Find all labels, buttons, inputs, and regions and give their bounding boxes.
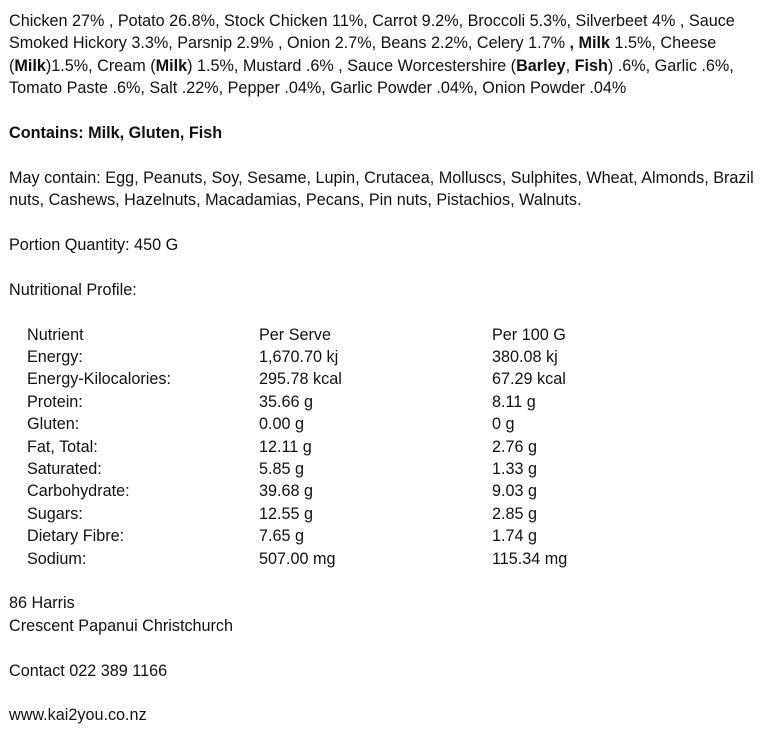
per-serve-value: 7.65 g <box>259 527 305 546</box>
per-serve-value: 12.11 g <box>259 437 312 456</box>
address-line-2: Crescent Papanui Christchurch <box>9 616 234 635</box>
per-serve-value: 35.66 g <box>259 392 314 411</box>
nutrient-name: Saturated: <box>27 460 102 479</box>
nutrient-name: Sugars: <box>27 504 83 523</box>
table-row <box>27 368 692 390</box>
ingredients-allergen-milk: Milk <box>14 56 46 75</box>
nutrient-name: Carbohydrate: <box>27 482 130 501</box>
ingredients-allergen-milk: , Milk <box>569 34 611 53</box>
address-line-1: 86 Harris <box>9 594 75 613</box>
column-header-per-serve: Per Serve <box>259 325 331 344</box>
may-contain-allergens: May contain: Egg, Peanuts, Soy, Sesame, Lupin, Crutacea, Molluscs, Sulphites, Wheat, Almonds, Brazil nuts, Cashews, Hazelnuts, Macadamias, Pecans, Pin nuts, Pistachios, Walnuts. <box>9 168 754 210</box>
nutrition-header-row <box>27 324 692 346</box>
ingredients-text: ) .6%, Garlic .6%, Tomato Paste .6%, Salt .22%, Pepper .04%, Garlic Powder .04%, Onion Powder .04% <box>9 56 734 98</box>
ingredients-allergen-milk: Milk <box>155 56 188 75</box>
ingredients-allergen-fish: Fish <box>574 56 608 75</box>
website-url: www.kai2you.co.nz <box>9 706 147 725</box>
per-100g-value: 8.11 g <box>492 392 536 411</box>
table-row <box>27 503 692 525</box>
per-100g-value: 1.33 g <box>492 460 538 479</box>
table-row <box>27 548 692 570</box>
nutrient-name: Dietary Fibre: <box>27 527 125 546</box>
contains-allergens: Contains: Milk, Gluten, Fish <box>9 124 223 143</box>
nutrient-name: Fat, Total: <box>27 437 98 456</box>
per-100g-value: 2.76 g <box>492 437 538 456</box>
table-row <box>27 525 692 547</box>
nutrient-name: Energy: <box>27 348 83 367</box>
portion-quantity: Portion Quantity: 450 G <box>9 236 179 255</box>
per-serve-value: 39.68 g <box>259 482 314 501</box>
table-row <box>27 413 692 435</box>
per-100g-value: 0 g <box>492 415 515 434</box>
nutrient-name: Protein: <box>27 392 83 411</box>
per-100g-value: 2.85 g <box>492 504 538 523</box>
ingredients-text: )1.5%, Cream ( <box>45 56 156 75</box>
ingredients-paragraph <box>9 10 756 100</box>
nutrient-name: Sodium: <box>27 549 87 568</box>
per-100g-value: 115.34 mg <box>492 549 568 568</box>
table-row <box>27 346 692 368</box>
nutrient-name: Energy-Kilocalories: <box>27 370 171 389</box>
table-row <box>27 436 692 458</box>
per-serve-value: 5.85 g <box>259 460 305 479</box>
table-row <box>27 480 692 502</box>
nutrition-table <box>27 324 692 570</box>
column-header-per-100g: Per 100 G <box>492 325 566 344</box>
ingredients-text: Chicken 27% , Potato 26.8%, Stock Chicken 11%, Carrot 9.2%, Broccoli 5.3%, Silverbeet 4% , Sauce Smoked Hickory 3.3%, Parsnip 2.9% , Onion 2.7%, Beans 2.2%, Celery 1.7% <box>9 12 735 53</box>
per-serve-value: 0.00 g <box>259 415 305 434</box>
per-100g-value: 1.74 g <box>492 527 538 546</box>
ingredients-text: , <box>565 56 575 75</box>
nutrient-name: Gluten: <box>27 415 80 434</box>
ingredients-allergen-barley: Barley <box>516 56 566 75</box>
per-100g-value: 9.03 g <box>492 482 538 501</box>
column-header-nutrient: Nutrient <box>27 325 84 344</box>
per-serve-value: 1,670.70 kj <box>259 348 339 367</box>
per-serve-value: 12.55 g <box>259 504 314 523</box>
per-serve-value: 295.78 kcal <box>259 370 342 389</box>
table-row <box>27 391 692 413</box>
per-100g-value: 380.08 kj <box>492 348 558 367</box>
ingredients-text: ) 1.5%, Mustard .6% , Sauce Worcestershire ( <box>187 56 517 75</box>
ingredients-text: 1.5%, Cheese ( <box>9 34 717 75</box>
contact-phone: Contact 022 389 1166 <box>9 661 168 680</box>
per-100g-value: 67.29 kcal <box>492 370 566 389</box>
nutrition-heading: Nutritional Profile: <box>9 280 137 299</box>
table-row <box>27 458 692 480</box>
per-serve-value: 507.00 mg <box>259 549 336 568</box>
